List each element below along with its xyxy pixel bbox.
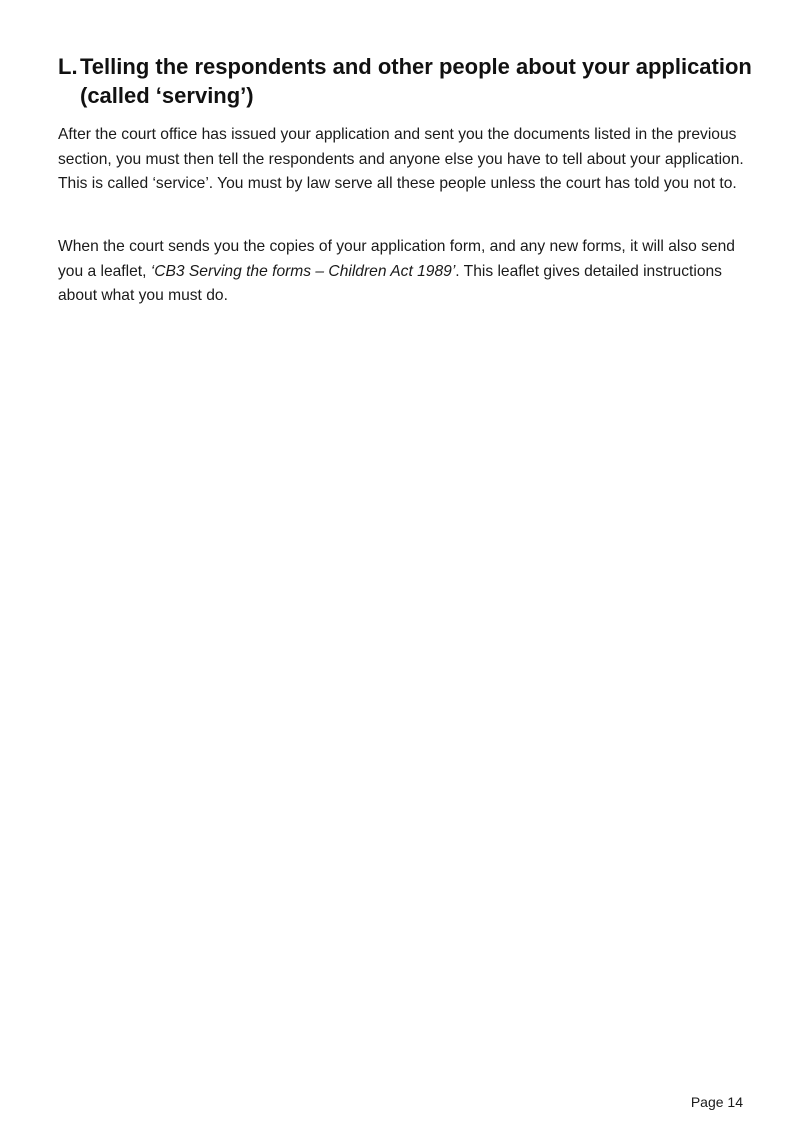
paragraph-leaflet-info-before: When the court sends you the copies of your application form, and any new forms, it will also send you a leaflet, [58, 238, 735, 280]
page-number: Page 14 [690, 1094, 743, 1110]
section-letter: L. [58, 54, 78, 79]
paragraph-service-intro: After the court office has issued your application and sent you the documents listed in the previous section, you must then tell the respondents and anyone else you have to tell about your application. This is called ‘service’. You must by law serve all these people unless the court has told you not to. [58, 126, 744, 192]
section-heading [58, 52, 758, 110]
paragraph-leaflet-info-after: . This leaflet gives detailed instructions about what you must do. [58, 262, 722, 304]
leaflet-title: ‘CB3 Serving the forms – Children Act 1989’ [150, 262, 456, 280]
paragraph-leaflet-info [58, 235, 748, 309]
section-title: Telling the respondents and other people about your application (called ‘serving’) [80, 54, 752, 108]
